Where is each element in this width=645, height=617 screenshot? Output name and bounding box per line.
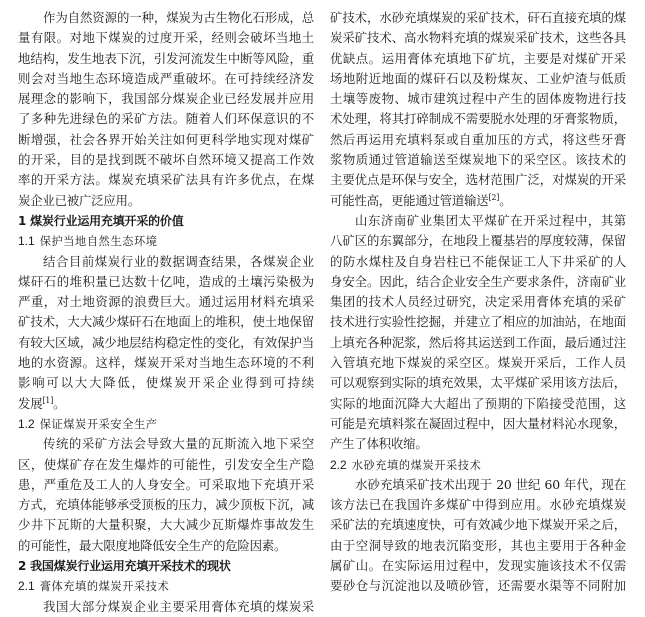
text-line: 集团的技术人员经过研究，决定采用膏体充填的采矿 xyxy=(330,294,626,310)
text-line: 传统的采矿方法会导致大量的瓦斯流入地下采空 xyxy=(43,436,314,452)
text-line: 作为自然资源的一种，煤炭为古生物化石形成，总 xyxy=(43,10,314,25)
text-line: 则会对当地生态环境造成严重破坏。在可持续经济发 xyxy=(18,70,314,86)
text-line: 率的开采方法。煤炭充填采矿法具有许多优点，在煤 xyxy=(18,172,314,188)
text-line: 然后再运用充填料泵或自重加压的方式，将这些牙膏 xyxy=(330,131,626,147)
text-line: 术处理，将其打碎制成不需要脱水处理的牙膏浆物质， xyxy=(330,111,626,127)
text-line: 区，使煤矿存在发生爆炸的可能性，引发安全生产隐 xyxy=(18,456,314,472)
text-line: 矿技术，水砂充填煤炭的采矿技术，矸石直接充填的煤 xyxy=(330,10,626,25)
text-line: 优缺点。运用膏体充填地下矿坑，主要是对煤矿开采 xyxy=(330,50,626,66)
text-line: 要砂仓与沉淀池以及喷砂管，还需要水渠等不同附加 xyxy=(330,578,626,594)
text-line: 严重，对土地资源的浪费巨大。通过运用材料充填采 xyxy=(18,294,314,310)
text-line: 可以观察到实际的填充效果，太平煤矿采用该方法后， xyxy=(330,375,626,391)
text-line: 炭采矿技术、高水物料充填的煤炭采矿技术，这些各具 xyxy=(330,30,626,46)
text-line: 患，严重危及工人的人身安全。可采取地下充填开采 xyxy=(18,476,314,492)
text-line: 可能是充填料浆在凝固过程中，因大量材料沁水现象， xyxy=(330,415,626,431)
text-line: 实际的地面沉降大大超出了预期的下陷接受范围，这 xyxy=(330,395,626,411)
text-line: 有较大区域，减少地层结构稳定性的变化，有效保护当 xyxy=(18,334,314,350)
text-line: 的防水煤柱及自身岩柱已不能保证工人下井采矿的人 xyxy=(330,253,626,269)
text-line: 属矿山。在实际运用过程中，发现实施该技术不仅需 xyxy=(330,558,626,574)
text-line: 主要优点是环保与安全，选材范围广泛，对煤炭的开采 xyxy=(330,172,626,188)
text-line: 量有限。对地下煤炭的过度开采，经则会破坏当地土 xyxy=(18,30,314,46)
text-line: 山东济南矿业集团太平煤矿在开采过程中，其第 xyxy=(355,212,626,228)
text-line: 地结构，发生地表下沉，引发河流发生中断等风险，重 xyxy=(18,50,314,66)
right-column xyxy=(330,8,626,597)
section-heading-2: 2 我国煤炭行业运用充填开采技术的现状 xyxy=(18,559,231,574)
text-line: 上填充各种泥浆，然后将其运送到工作面，最后通过注 xyxy=(330,334,626,350)
subsection-heading-2-1: 2.1 膏体充填的煤炭开采技术 xyxy=(18,579,170,594)
text-line: 影响可以大大降低，使煤炭开采企业得到可持续 xyxy=(18,375,314,391)
text-line: 展理念的影响下，我国部分煤炭企业已经发展并应用 xyxy=(18,91,314,107)
text-line: 的可能性，最大限度地降低安全生产的危险因素。 xyxy=(18,537,287,553)
text-line: 身安全。因此，结合企业安全生产要求条件，济南矿业 xyxy=(330,273,626,289)
text-line: 场地附近地面的煤矸石以及粉煤灰、工业炉渣与低质 xyxy=(330,70,626,86)
text-line: 土壤等废物、城市建筑过程中产生的固体废物进行技 xyxy=(330,91,626,107)
citation-1[interactable]: [1] xyxy=(42,395,54,405)
text-line: 浆物质通过管道输送至煤炭地下的采空区。该技术的 xyxy=(330,152,626,168)
text-line: 技术进行实验性挖掘，并建立了相应的加油站，在地面 xyxy=(330,314,626,330)
subsection-heading-1-1: 1.1 保护当地自然生态环境 xyxy=(18,234,158,249)
text-line: 了多种先进绿色的采矿方法。随着人们环保意识的不 xyxy=(18,111,314,127)
text-line: 由于空洞导致的地表沉陷变形，其也主要用于各种金 xyxy=(330,537,626,553)
citation-2[interactable]: [2] xyxy=(488,192,500,202)
text-line: 煤矸石的堆积量已达数十亿吨，造成的土壤污染极为 xyxy=(18,273,314,289)
text-line: 发展[1]。 xyxy=(18,395,66,411)
text-line: 八矿区的东翼部分，在地段上覆基岩的厚度较薄，保留 xyxy=(330,233,626,249)
text-line: 产生了体积收缩。 xyxy=(330,436,428,452)
text-line: 地的水资源。这样，煤炭开采对当地生态环境的不利 xyxy=(18,355,314,371)
text-line: 该方法已在我国许多煤矿中得到应用。水砂充填煤炭 xyxy=(330,497,626,513)
section-heading-1: 1 煤炭行业运用充填开采的价值 xyxy=(18,213,184,228)
text-line: 可能性高，更能通过管道输送[2]。 xyxy=(330,192,512,208)
subsection-heading-2-2: 2.2 水砂充填的煤炭开采技术 xyxy=(330,457,482,472)
text-line: 水砂充填采矿技术出现于 20 世纪 60 年代，现在 xyxy=(355,476,626,492)
text-line: 少井下瓦斯的大量积聚，大大减少瓦斯爆炸事故发生 xyxy=(18,517,314,533)
subsection-heading-1-2: 1.2 保证煤炭开采安全生产 xyxy=(18,416,158,431)
left-column xyxy=(18,8,314,617)
text-line: 方式，充填体能够承受顶板的压力，减少顶板下沉，减 xyxy=(18,497,314,513)
text-line: 入管填充地下煤炭的采空区。煤炭开采后，工作人员 xyxy=(330,355,626,371)
text-line: 采矿法的充填速度快，可有效减少地下煤炭开采之后， xyxy=(330,517,626,533)
text-line: 我国大部分煤炭企业主要采用膏体充填的煤炭采 xyxy=(43,598,314,614)
text-line: 矿技术，大大减少煤矸石在地面上的堆积，使土地保留 xyxy=(18,314,314,330)
text-line: 的开采，目的是找到既不破坏自然环境又提高工作效 xyxy=(18,152,314,168)
text-line: 结合目前煤炭行业的数据调查结果，各煤炭企业 xyxy=(43,253,314,269)
text-line: 炭企业已被广泛应用。 xyxy=(18,192,140,208)
text-line: 断增强，社会各界开始关注如何更科学地实现对煤矿 xyxy=(18,131,314,147)
